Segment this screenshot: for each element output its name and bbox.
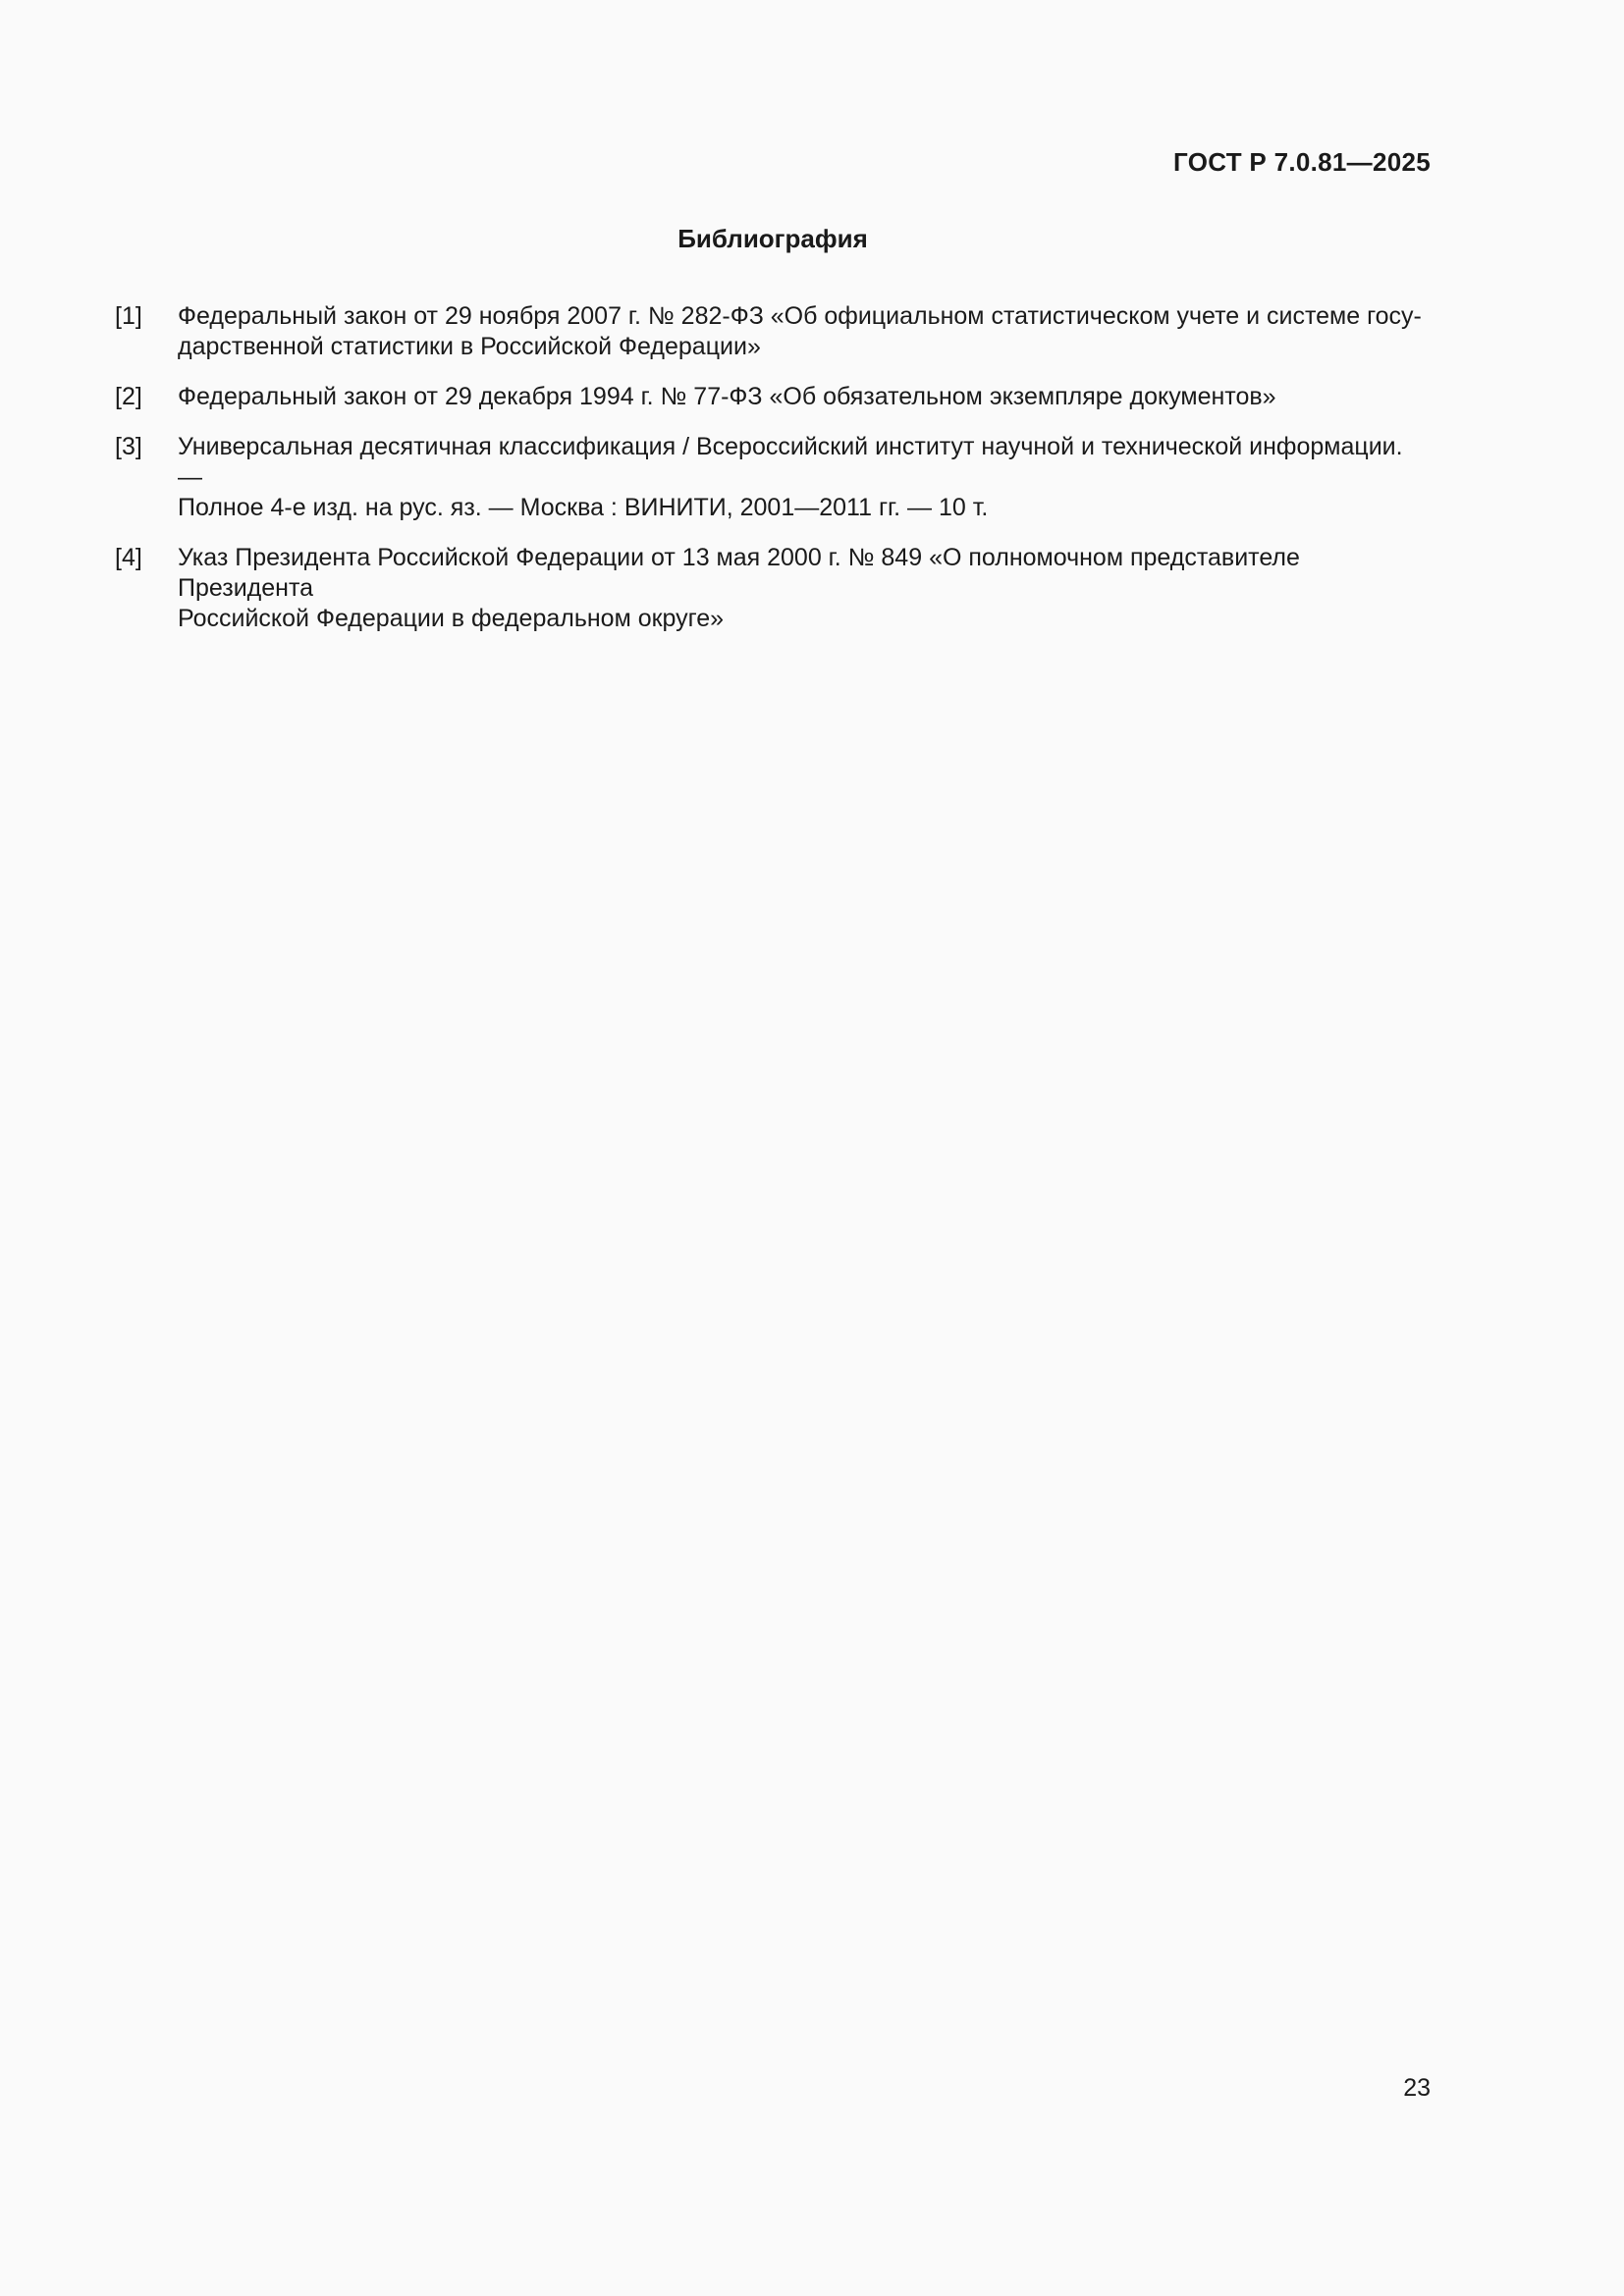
document-code: ГОСТ Р 7.0.81—2025 [1173,147,1431,177]
bibliography-item [115,543,1431,634]
bibliography-item-number: [4] [115,544,142,571]
bibliography-list [115,301,1431,654]
bibliography-item-text [178,543,1431,634]
bibliography-item-text [178,382,1431,412]
bibliography-item-number: [2] [115,383,142,410]
bibliography-item [115,432,1431,523]
bibliography-item-line: Указ Президента Российской Федерации от 13 мая 2000 г. № 849 «О полномочном представителе Президента [178,544,1300,602]
bibliography-item-line: Федеральный закон от 29 ноября 2007 г. № 282-ФЗ «Об официальном статистическом учете и системе госу- [178,302,1422,330]
section-title: Библиография [677,224,868,253]
bibliography-item-line: дарственной статистики в Российской Федерации» [178,333,761,360]
page-number: 23 [1403,2074,1431,2102]
bibliography-item-number: [3] [115,433,142,460]
bibliography-item-line: Российской Федерации в федеральном округе» [178,605,725,632]
bibliography-item-number: [1] [115,302,142,330]
bibliography-item-line: Универсальная десятичная классификация / Всероссийский институт научной и технической информации. — [178,433,1403,491]
bibliography-item [115,301,1431,362]
bibliography-item-line: Полное 4-е изд. на рус. яз. — Москва : ВИНИТИ, 2001—2011 гг. — 10 т. [178,494,989,521]
bibliography-item [115,382,1431,412]
bibliography-item-line: Федеральный закон от 29 декабря 1994 г. № 77-ФЗ «Об обязательном экземпляре документов» [178,383,1276,410]
bibliography-item-text [178,301,1431,362]
bibliography-item-text [178,432,1431,523]
